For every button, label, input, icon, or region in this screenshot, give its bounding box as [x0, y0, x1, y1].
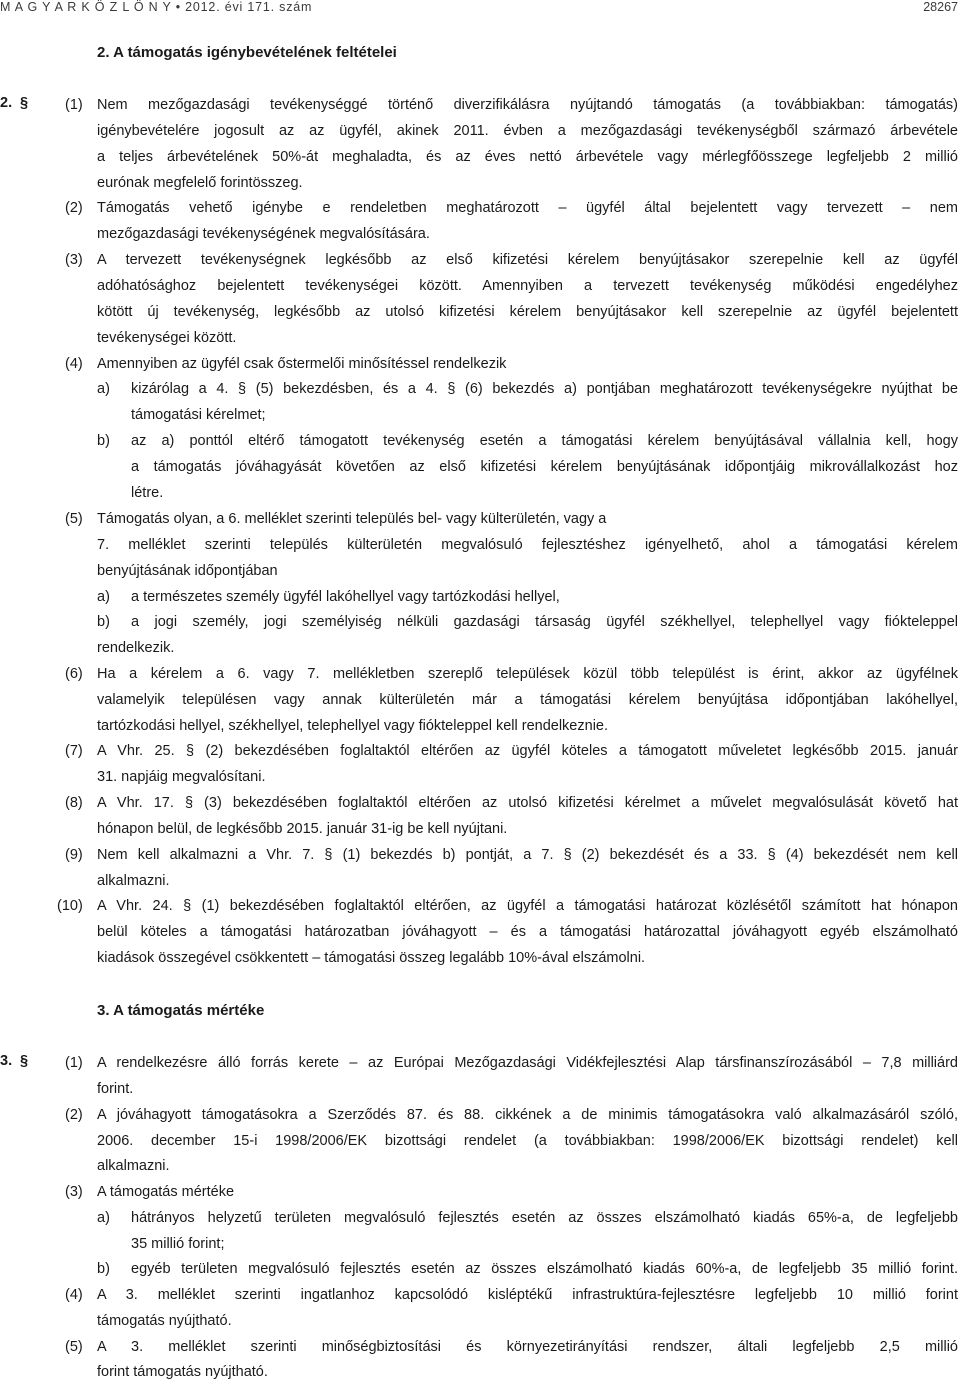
point-label: b): [97, 614, 110, 630]
point-text-line: támogatási kérelmet;: [131, 407, 266, 423]
clause-number: (4): [65, 356, 83, 372]
clause-number: (2): [65, 200, 83, 216]
point-text-line: létre.: [131, 485, 164, 501]
clause-number: (5): [65, 511, 83, 527]
page-number: 28267: [923, 0, 958, 14]
clause-number: (3): [65, 252, 83, 268]
clause-number: (8): [65, 795, 83, 811]
clause-number: (4): [65, 1287, 83, 1303]
clause-text-line: eurónak megfelelő forintösszeg.: [97, 175, 303, 191]
clause-number: (9): [65, 847, 83, 863]
clause-text-line: benyújtásának időpontjában: [97, 563, 278, 579]
clause-text-line: forint támogatás nyújtható.: [97, 1364, 268, 1380]
clause-text-line: 7. melléklet szerinti település külterületén megvalósuló fejlesztéshez igényelhető, ahol a támogatási kérelem: [97, 537, 958, 553]
clause-text-line: alkalmazni.: [97, 1158, 170, 1174]
clause-text-line: belül köteles a támogatási határozatban jóváhagyott – és a támogatási határozattal jóváhagyott egyéb elszámolható: [97, 924, 958, 940]
clause-text-line: tartózkodási hellyel, székhellyel, telephellyel vagy fiókteleppel kell rendelkeznie.: [97, 718, 609, 734]
clause-text-line: Nem mezőgazdasági tevékenységgé történő diverzifikálásra nyújtandó támogatás (a továbbiakban: támogatás): [97, 97, 958, 113]
clause-text-line: a teljes árbevételének 50%-át meghaladta, és az éves nettó árbevétele vagy mérlegfőösszege legfeljebb 2 millió: [97, 149, 958, 165]
point-label: a): [97, 381, 110, 397]
journal-title: M A G Y A R K Ö Z L Ö N Y • 2012. évi 171. szám: [0, 0, 313, 14]
point-text-line: egyéb területen megvalósuló fejlesztés esetén az összes elszámolható kiadás 60%-a, de legfeljebb 35 millió forint.: [131, 1261, 958, 1277]
paragraph-number: 3.: [0, 1053, 13, 1069]
clause-text-line: A támogatás mértéke: [97, 1184, 235, 1200]
clause-text-line: Ha a kérelem a 6. vagy 7. mellékletben szereplő települések közül több települést is érint, akkor az ügyfélnek: [97, 666, 958, 682]
clause-number: (6): [65, 666, 83, 682]
clause-text-line: 2006. december 15-i 1998/2006/EK bizottsági rendelet (a továbbiakban: 1998/2006/EK bizottsági rendelet) kell: [97, 1133, 958, 1149]
clause-text-line: támogatás nyújtható.: [97, 1313, 232, 1329]
clause-text-line: A Vhr. 24. § (1) bekezdésében foglaltaktól eltérően, az ügyfél a támogatási határozat közlésétől számított hat hónapon: [97, 898, 958, 914]
point-text-line: hátrányos helyzetű területen megvalósuló fejlesztés esetén az összes elszámolható kiadás 65%-a, de legfeljebb: [131, 1210, 958, 1226]
paragraph-sign: §: [20, 95, 29, 111]
clause-text-line: valamelyik településen vagy annak külterületén már a támogatási kérelem benyújtása időpontjában lakóhellyel,: [97, 692, 958, 708]
clause-text-line: kiadások összegével csökkentett – támogatási összeg legalább 10%-ával elszámolni.: [97, 950, 646, 966]
section-2-heading: 2. A támogatás igénybevételének feltételei: [97, 44, 397, 61]
clause-text-line: tevékenységei között.: [97, 330, 237, 346]
clause-text-line: 31. napjáig megvalósítani.: [97, 769, 266, 785]
clause-number: (2): [65, 1107, 83, 1123]
clause-text-line: igénybevételére jogosult az az ügyfél, akinek 2011. évben a mezőgazdasági tevékenységből származó árbevétele: [97, 123, 958, 139]
paragraph-sign: §: [20, 1053, 29, 1069]
clause-text-line: kötött új tevékenység, legkésőbb az utolsó kifizetési kérelem benyújtásakor kell szerepelnie az ügyfél bejelentett: [97, 304, 958, 320]
point-text-line: a támogatás jóváhagyását követően az első kifizetési kérelem benyújtásának időpontjáig mikrovállalkozást hoz: [131, 459, 958, 475]
clause-text-line: A 3. melléklet szerinti minőségbiztosítási és környezetirányítási rendszer, általi legfeljebb 2,5 millió: [97, 1339, 958, 1355]
point-text-line: a természetes személy ügyfél lakóhellyel vagy tartózkodási hellyel,: [131, 589, 560, 605]
point-text-line: az a) ponttól eltérő támogatott tevékenység esetén a támogatási kérelem benyújtásával vállalnia kell, hogy: [131, 433, 958, 449]
clause-text-line: Amennyiben az ügyfél csak őstermelői minősítéssel rendelkezik: [97, 356, 507, 372]
clause-number: (10): [57, 898, 83, 914]
clause-number: (1): [65, 1055, 83, 1071]
clause-text-line: A rendelkezésre álló forrás kerete – az Európai Mezőgazdasági Vidékfejlesztési Alap társfinanszírozásából – 7,8 milliárd: [97, 1055, 958, 1071]
clause-number: (1): [65, 97, 83, 113]
point-label: a): [97, 1210, 110, 1226]
paragraph-number: 2.: [0, 95, 13, 111]
point-label: a): [97, 589, 110, 605]
clause-text-line: hónapon belül, de legkésőbb 2015. január 31-ig be kell nyújtani.: [97, 821, 508, 837]
clause-text-line: mezőgazdasági tevékenységének megvalósítására.: [97, 226, 430, 242]
clause-text-line: A tervezett tevékenységnek legkésőbb az első kifizetési kérelem benyújtásakor szerepelnie kell az ügyfél: [97, 252, 958, 268]
clause-text-line: Nem kell alkalmazni a Vhr. 7. § (1) bekezdés b) pontját, a 7. § (2) bekezdését és a 33. § (4) bekezdését nem kell: [97, 847, 958, 863]
page-header: [0, 0, 960, 22]
clause-text-line: Támogatás vehető igénybe e rendeletben meghatározott – ügyfél által bejelentett vagy tervezett – nem: [97, 200, 958, 216]
point-label: b): [97, 433, 110, 449]
clause-text-line: forint.: [97, 1081, 134, 1097]
clause-number: (5): [65, 1339, 83, 1355]
clause-text-line: rendelkezik.: [97, 640, 175, 656]
clause-text-line: alkalmazni.: [97, 873, 170, 889]
clause-text-line: adóhatósághoz bejelentett tevékenységei között. Amennyiben a tervezett tevékenység működési engedélyhez: [97, 278, 958, 294]
point-text-line: a jogi személy, jogi személyiség nélküli gazdasági társaság ügyfél székhellyel, telephellyel vagy fiókteleppel: [131, 614, 958, 630]
clause-number: (7): [65, 743, 83, 759]
clause-text-line: A jóváhagyott támogatásokra a Szerződés 87. és 88. cikkének a de minimis támogatásokra való alkalmazásáról szóló,: [97, 1107, 958, 1123]
clause-text-line: Támogatás olyan, a 6. melléklet szerinti település bel- vagy külterületén, vagy a: [97, 511, 607, 527]
clause-text-line: A 3. melléklet szerinti ingatlanhoz kapcsolódó kisléptékű infrastruktúra-fejlesztésre legfeljebb 10 millió forint: [97, 1287, 958, 1303]
clause-text-line: A Vhr. 17. § (3) bekezdésében foglaltaktól eltérően az utolsó kifizetési kérelmet a művelet megvalósulását követő hat: [97, 795, 958, 811]
point-label: b): [97, 1261, 110, 1277]
point-text-line: kizárólag a 4. § (5) bekezdésben, és a 4. § (6) bekezdés a) pontjában meghatározott tevékenységekre nyújthat be: [131, 381, 958, 397]
clause-number: (3): [65, 1184, 83, 1200]
clause-text-line: A Vhr. 25. § (2) bekezdésében foglaltaktól eltérően az ügyfél köteles a támogatott műveletet legkésőbb 2015. január: [97, 743, 958, 759]
section-3-heading: 3. A támogatás mértéke: [97, 1002, 265, 1019]
point-text-line: 35 millió forint;: [131, 1236, 225, 1252]
